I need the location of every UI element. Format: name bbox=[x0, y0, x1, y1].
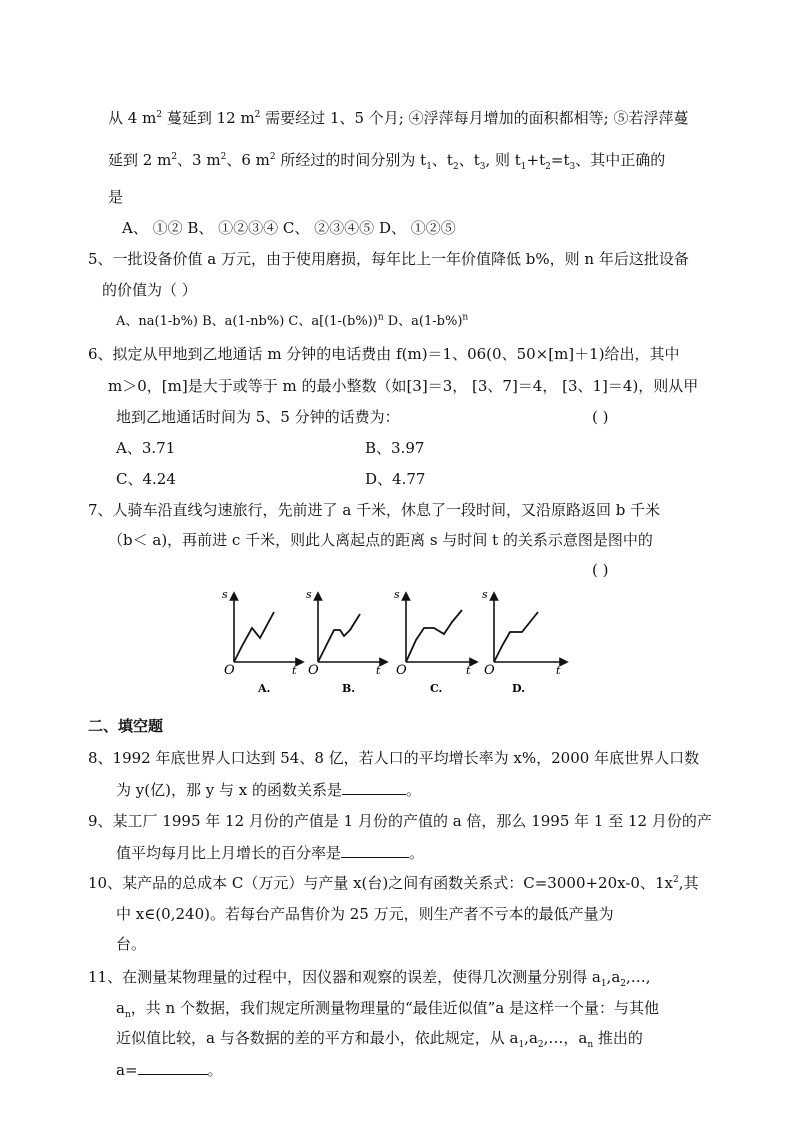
q4-options: A、 ①② B、 ①②③④ C、 ②③④⑤ D、 ①②⑤ bbox=[122, 219, 456, 237]
graph-b-s-label: s bbox=[306, 588, 312, 601]
q5-line-1: 5、一批设备价值 a 万元，由于使用磨损，每年比上一年价值降低 b%，则 n 年后这批设备 bbox=[88, 250, 689, 268]
q7-line-1: 7、人骑车沿直线匀速旅行，先前进了 a 千米，休息了一段时间，又沿原路返回 b 千米 bbox=[88, 501, 661, 519]
graph-b-curve bbox=[318, 614, 360, 662]
q7-line-2: （b＜ a)，再前进 c 千米，则此人离起点的距离 s 与时间 t 的关系示意图是图中的 bbox=[108, 531, 653, 549]
graph-a-origin-label: O bbox=[224, 663, 235, 678]
q6-line-3: 地到乙地通话时间为 5、5 分钟的话费为： bbox=[116, 408, 400, 426]
graph-b-origin-label: O bbox=[308, 663, 319, 678]
q10-line-3: 台。 bbox=[116, 935, 147, 953]
q11-line-3: 近似值比较，a 与各数据的差的平方和最小，依此规定，从 $a_1,a_2,\dots$，$a_n$ 推出的 bbox=[116, 1029, 643, 1050]
q6-option-b: B、3.97 bbox=[365, 439, 425, 457]
q8-line-1: 8、1992 年底世界人口达到 54、8 亿，若人口的平均增长率为 x%，2000 年底世界人口数 bbox=[88, 749, 700, 767]
q4-line-2: 延到 2 $m^2$、3 $m^2$、6 $m^2$ 所经过的时间分别为 $t_1$、$t_2$、$t_3$, 则 $t_1+t_2=t_3$、其中正确的 bbox=[108, 151, 666, 172]
graph-b-t-label: t bbox=[376, 664, 381, 677]
q6-option-d: D、4.77 bbox=[365, 470, 426, 488]
graph-a bbox=[222, 588, 300, 695]
graph-c bbox=[394, 588, 474, 695]
q11-line-2: $a_n$，共 n 个数据，我们规定所测量物理量的“最佳近似值”a 是这样一个量：与其他 bbox=[116, 999, 659, 1020]
graph-d-t-label: t bbox=[556, 664, 561, 677]
graph-d-s-label: s bbox=[482, 588, 488, 601]
q11-answer-blank[interactable] bbox=[138, 1059, 208, 1075]
graph-d bbox=[482, 588, 564, 695]
graph-b-label: B. bbox=[342, 682, 356, 695]
graph-a-s-label: s bbox=[222, 588, 228, 601]
graph-d-label: D. bbox=[512, 682, 525, 695]
graph-a-curve bbox=[234, 612, 274, 662]
q6-option-a: A、3.71 bbox=[116, 439, 176, 457]
q10-line-1: 10、某产品的总成本 C（万元）与产量 x(台)之间有函数关系式：C=3000+20x-0、$1x^2$,其 bbox=[88, 874, 699, 892]
graph-a-label: A. bbox=[258, 682, 271, 695]
q6-line-1: 6、拟定从甲地到乙地通话 m 分钟的电话费由 f(m)＝1、06(0、50×[m]＋1)给出，其中 bbox=[88, 345, 680, 363]
q10-line-2: 中 x∈(0,240)。若每台产品售价为 25 万元，则生产者不亏本的最低产量为 bbox=[116, 905, 614, 923]
graph-c-s-label: s bbox=[394, 588, 400, 601]
q5-options: A、na(1-b%) B、a(1-nb%) C、$a[(1-(b\%))^n$ D、$a(1-b\%)^n$ bbox=[116, 312, 469, 329]
q4-line-3: 是 bbox=[108, 188, 124, 206]
q7-graphs bbox=[212, 578, 572, 698]
q9-line-2: 值平均每月比上月增长的百分率是 。 bbox=[116, 844, 425, 862]
graph-c-curve bbox=[406, 610, 462, 662]
graph-c-origin-label: O bbox=[396, 663, 407, 678]
q9-line-1: 9、某工厂 1995 年 12 月份的产值是 1 月份的产值的 a 倍，那么 1995 年 1 至 12 月份的产 bbox=[88, 812, 712, 830]
graph-b bbox=[306, 588, 384, 695]
q4-line-1: 从 4 $m^2$ 蔓延到 12 $m^2$ 需要经过 1、5 个月; ④浮萍每月增加的面积都相等; ⑤若浮萍蔓 bbox=[108, 109, 689, 127]
graph-a-t-label: t bbox=[292, 664, 297, 677]
q6-option-c: C、4.24 bbox=[116, 470, 176, 488]
q6-line-2: m＞0，[m]是大于或等于 m 的最小整数（如[3]＝3， [3、7]＝4， [3、1]＝4)，则从甲 bbox=[108, 377, 699, 395]
graph-d-curve bbox=[494, 612, 538, 662]
q7-answer-paren: ( ) bbox=[592, 561, 609, 579]
q9-answer-blank[interactable] bbox=[341, 842, 409, 858]
q11-line-4: a= 。 bbox=[116, 1061, 223, 1079]
graph-c-label: C. bbox=[430, 682, 443, 695]
q6-answer-paren: ( ) bbox=[592, 408, 609, 426]
section-heading-fill-in: 二、填空题 bbox=[88, 717, 164, 735]
graph-d-origin-label: O bbox=[484, 663, 495, 678]
q11-line-1: 11、在测量某物理量的过程中，因仪器和观察的误差，使得几次测量分别得 $a_1,a_2,\dots$, bbox=[88, 968, 651, 989]
q5-line-2: 的价值为（ ） bbox=[102, 281, 197, 299]
q8-line-2: 为 y(亿)，那 y 与 x 的函数关系是 。 bbox=[116, 781, 421, 799]
graph-c-t-label: t bbox=[466, 664, 471, 677]
q8-answer-blank[interactable] bbox=[342, 779, 406, 795]
